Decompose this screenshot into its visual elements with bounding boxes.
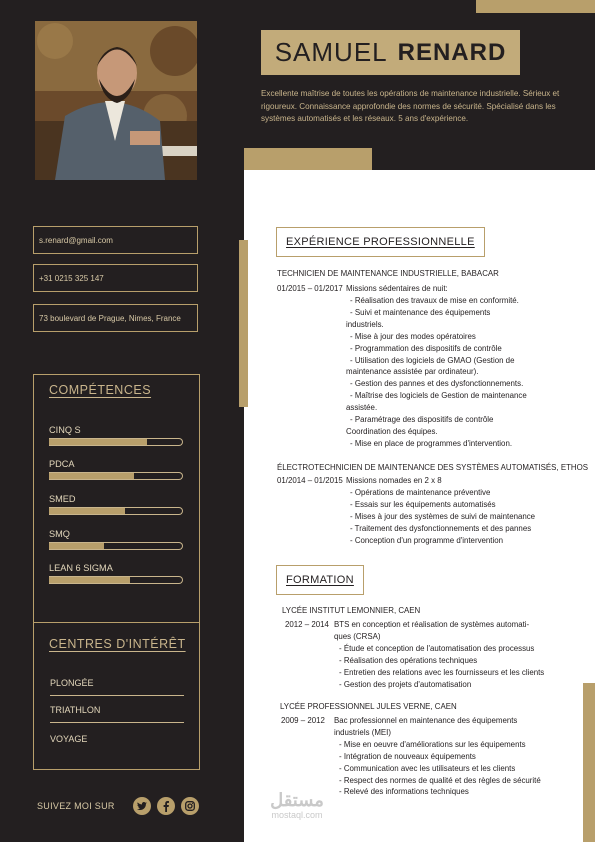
skill-bar xyxy=(49,438,183,446)
description-line: - Entretien des relations avec les fournisseurs et les clients xyxy=(339,667,545,677)
interest-item: TRIATHLON xyxy=(50,705,101,715)
watermark-logo: مستقل xyxy=(270,790,324,810)
skill-item xyxy=(49,529,183,550)
job-title: ÉLECTROTECHNICIEN DE MAINTENANCE DES SYSTÈMES AUTOMATISÉS, ETHOS xyxy=(277,463,588,472)
gold-accent-bottom-right xyxy=(583,683,595,842)
description-line: - Conception d'un programme d'intervention xyxy=(350,535,504,545)
description-line: industriels. xyxy=(346,319,384,329)
description-line: ques (CRSA) xyxy=(334,631,381,641)
watermark-url: mostaql.com xyxy=(271,810,323,820)
school-dates: 2012 – 2014 xyxy=(285,620,329,629)
description-line: - Intégration de nouveaux équipements xyxy=(339,751,476,761)
phone-field[interactable]: +31 0215 325 147 xyxy=(33,264,198,292)
skill-bar-fill xyxy=(49,577,130,583)
profile-photo xyxy=(35,21,197,180)
interest-item: PLONGÉE xyxy=(50,678,94,688)
description-line: - Mise en place de programmes d'intervention. xyxy=(350,438,513,448)
facebook-icon[interactable] xyxy=(157,797,175,815)
description-line: - Opérations de maintenance préventive xyxy=(350,488,491,497)
skill-item xyxy=(49,494,183,515)
education-title: FORMATION xyxy=(276,565,364,595)
skill-item xyxy=(49,563,183,584)
gold-accent-top xyxy=(476,0,595,13)
job-intro: Missions nomades en 2 x 8 xyxy=(346,476,442,485)
skill-item xyxy=(49,459,183,480)
address-field: 73 boulevard de Prague, Nimes, France xyxy=(33,304,198,332)
description-line: - Gestion des pannes et des dysfonctionnements. xyxy=(350,379,524,389)
description-line: - Mise en oeuvre d'améliorations sur les équipements xyxy=(339,739,526,749)
school-title: LYCÉE INSTITUT LEMONNIER, CAEN xyxy=(282,606,421,615)
divider xyxy=(50,722,184,723)
follow-label: SUIVEZ MOI SUR xyxy=(37,801,115,811)
skill-bar-fill xyxy=(49,508,125,514)
description-line: - Relevé des informations techniques xyxy=(339,787,469,797)
skill-bar-fill xyxy=(49,439,147,445)
description-line: - Paramétrage des dispositifs de contrôle xyxy=(350,415,494,424)
interest-item: VOYAGE xyxy=(50,734,88,744)
skill-name: SMED xyxy=(49,494,76,504)
name-banner xyxy=(261,30,520,75)
skill-name: CINQ S xyxy=(49,425,81,435)
description-line: - Traitement des dysfonctionnements et des pannes xyxy=(350,523,532,533)
watermark xyxy=(260,790,334,820)
description-line: Coordination des équipes. xyxy=(346,426,438,436)
skills-title: COMPÉTENCES xyxy=(49,383,152,397)
twitter-icon[interactable] xyxy=(133,797,151,815)
skill-name: LEAN 6 SIGMA xyxy=(49,563,113,573)
last-name: RENARD xyxy=(397,38,507,66)
skill-bar xyxy=(49,472,183,480)
description-line: - Utilisation des logiciels de GMAO (Gestion de xyxy=(350,355,515,365)
school-dates: 2009 – 2012 xyxy=(281,716,325,725)
description-line: - Étude et conception de l'automatisation des processus xyxy=(339,643,535,653)
job-dates: 01/2015 – 01/2017 xyxy=(277,284,343,293)
description-line: - Réalisation des travaux de mise en conformité. xyxy=(350,296,519,305)
description-line: Bac professionnel en maintenance des équipements xyxy=(334,716,518,725)
skill-name: SMQ xyxy=(49,529,70,539)
description-line: - Mises à jour des systèmes de suivi de maintenance xyxy=(350,511,536,521)
description-line: assistée. xyxy=(346,403,378,413)
description-line: - Communication avec les utilisateurs et les clients xyxy=(339,763,516,773)
description-line: - Mise à jour des modes opératoires xyxy=(350,331,476,341)
profile-summary: Excellente maîtrise de toutes les opérations de maintenance industrielle. Sérieux et rigoureux. Connaissance approfondie des normes de sécurité. Spécialisé dans les systèmes automatisés et les réseaux. 5 ans d'expérience. xyxy=(261,89,560,123)
description-line: - Essais sur les équipements automatisés xyxy=(350,499,496,509)
skill-bar-fill xyxy=(49,543,104,549)
gold-accent-middle xyxy=(244,148,372,170)
skills-section xyxy=(33,374,200,623)
job-title: TECHNICIEN DE MAINTENANCE INDUSTRIELLE, BABACAR xyxy=(277,269,499,278)
skill-bar xyxy=(49,507,183,515)
description-line: - Programmation des dispositifs de contrôle xyxy=(350,343,502,353)
skill-bar-fill xyxy=(49,473,134,479)
skill-bar xyxy=(49,542,183,550)
experience-title: EXPÉRIENCE PROFESSIONNELLE xyxy=(276,227,485,257)
school-title: LYCÉE PROFESSIONNEL JULES VERNE, CAEN xyxy=(280,702,457,711)
gold-accent-side xyxy=(239,240,248,407)
skill-item xyxy=(49,425,183,446)
skill-name: PDCA xyxy=(49,459,75,469)
email-field[interactable]: s.renard@gmail.com xyxy=(33,226,198,254)
description-line: maintenance assistée par ordinateur). xyxy=(346,367,479,377)
divider xyxy=(50,695,184,696)
description-line: - Respect des normes de qualité et des règles de sécurité xyxy=(339,775,541,785)
job-intro: Missions sédentaires de nuit: xyxy=(346,284,448,293)
interests-title: CENTRES D'INTÉRÊT xyxy=(49,637,186,651)
description-line: industriels (MEI) xyxy=(334,727,391,737)
description-line: - Réalisation des opérations techniques xyxy=(339,655,478,665)
description-line: - Gestion des projets d'automatisation xyxy=(339,679,472,689)
interests-section xyxy=(33,623,200,770)
first-name: SAMUEL xyxy=(274,37,388,67)
description-line: - Suivi et maintenance des équipements xyxy=(350,307,491,317)
description-line: BTS en conception et réalisation de systèmes automati- xyxy=(334,620,530,629)
description-line: - Maîtrise des logiciels de Gestion de maintenance xyxy=(350,391,527,401)
job-dates: 01/2014 – 01/2015 xyxy=(277,476,343,485)
skill-bar xyxy=(49,576,183,584)
instagram-icon[interactable] xyxy=(181,797,199,815)
